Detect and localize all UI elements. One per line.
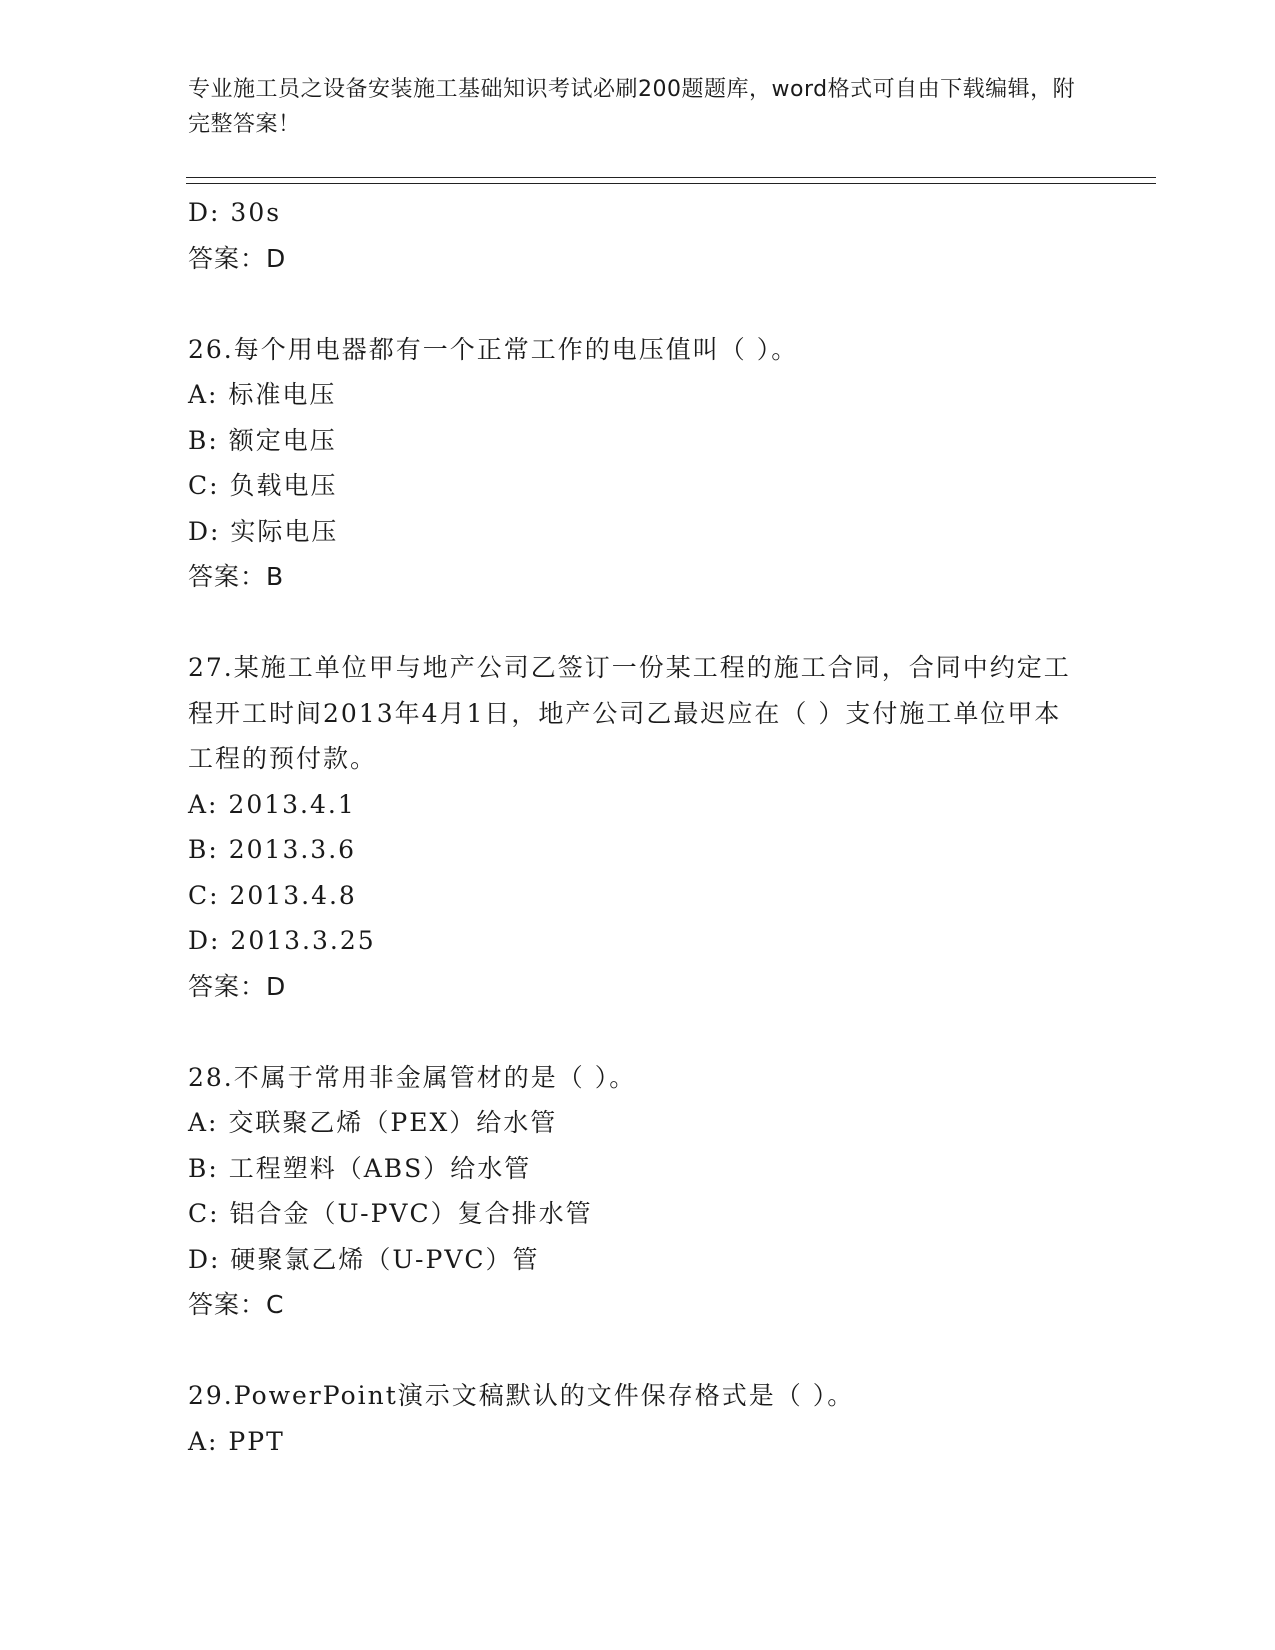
question-25-tail — [188, 190, 1088, 281]
option-b: B: 2013.3.6 — [188, 835, 357, 864]
answer-line: 答案：D — [188, 971, 287, 1001]
option-a: A: PPT — [188, 1426, 285, 1456]
spacer — [188, 600, 1088, 646]
answer-line: 答案：C — [188, 1290, 285, 1319]
option-d: D: 硬聚氯乙烯（U-PVC）管 — [188, 1244, 540, 1274]
answer-line: 答案：D — [188, 243, 287, 273]
option-c: C: 铝合金（U-PVC）复合排水管 — [188, 1199, 593, 1228]
question-stem: 27.某施工单位甲与地产公司乙签订一份某工程的施工合同，合同中约定工程开工时间2013年4月1日，地产公司乙最迟应在（ ）支付施工单位甲本工程的预付款。 — [188, 653, 1071, 773]
question-stem: 29.PowerPoint演示文稿默认的文件保存格式是（ ）。 — [188, 1381, 855, 1410]
question-28 — [188, 1055, 1088, 1328]
option-d: D: 30s — [188, 198, 282, 227]
question-list — [188, 190, 1088, 1464]
option-a: A: 标准电压 — [188, 380, 337, 409]
header-divider-top — [186, 177, 1156, 178]
spacer — [188, 281, 1088, 327]
option-a: A: 交联聚乙烯（PEX）给水管 — [188, 1108, 558, 1137]
answer-line: 答案：B — [188, 562, 285, 591]
option-d: D: 实际电压 — [188, 516, 339, 546]
spacer — [188, 1328, 1088, 1374]
option-a: A: 2013.4.1 — [188, 789, 356, 819]
option-d: D: 2013.3.25 — [188, 926, 376, 955]
document-header — [188, 72, 1088, 142]
header-title: 专业施工员之设备安装施工基础知识考试必刷200题题库，word格式可自由下载编辑，附完整答案！ — [188, 77, 1076, 137]
option-c: C: 2013.4.8 — [188, 880, 357, 910]
option-b: B: 额定电压 — [188, 425, 337, 455]
question-stem: 26.每个用电器都有一个正常工作的电压值叫（ ）。 — [188, 334, 799, 364]
question-29 — [188, 1373, 1088, 1464]
header-divider-bottom — [186, 183, 1156, 184]
option-c: C: 负载电压 — [188, 471, 338, 500]
option-b: B: 工程塑料（ABS）给水管 — [188, 1153, 532, 1183]
question-27 — [188, 645, 1088, 1009]
question-26 — [188, 327, 1088, 600]
spacer — [188, 1009, 1088, 1055]
question-stem: 28.不属于常用非金属管材的是（ ）。 — [188, 1062, 637, 1092]
